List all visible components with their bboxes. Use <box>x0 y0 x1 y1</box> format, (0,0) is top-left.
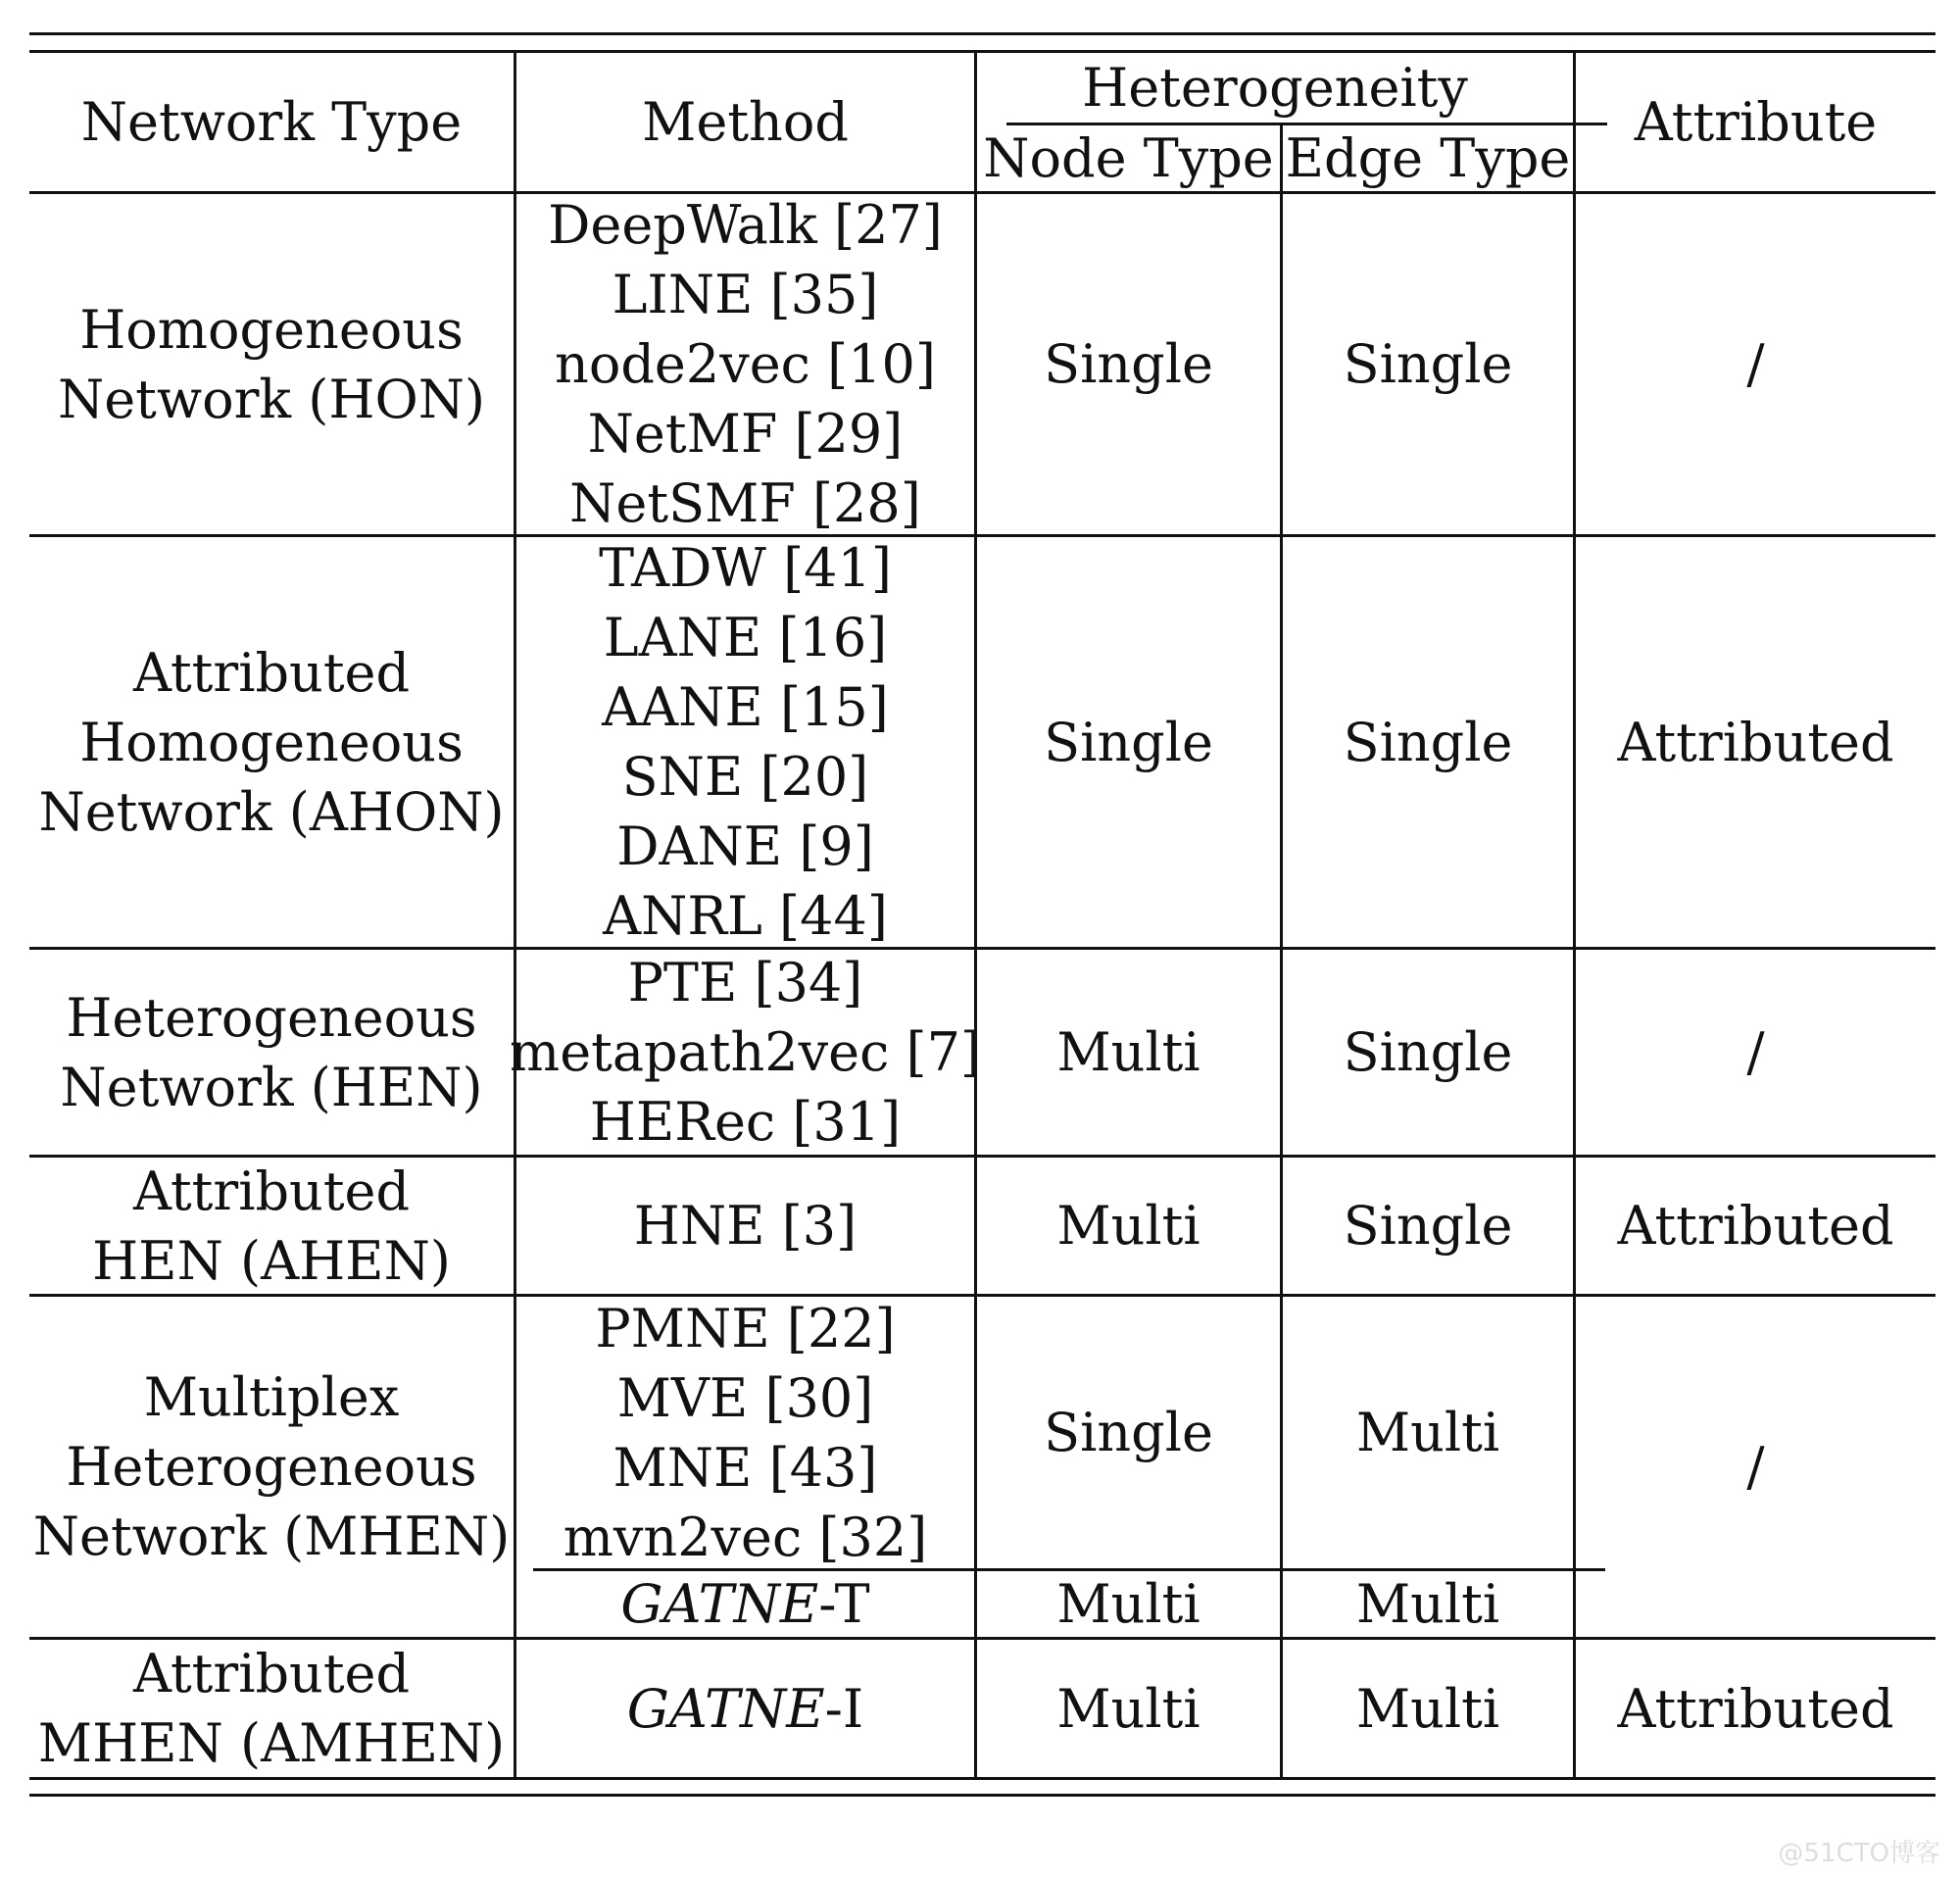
node-type-cell: Single <box>1044 711 1213 773</box>
network-type-cell: Attributed MHEN (AMHEN) <box>37 1643 506 1774</box>
header-method: Method <box>642 91 849 153</box>
network-type-cell: Heterogeneous Network (HEN) <box>60 986 483 1118</box>
method-name: LINE [35] <box>612 264 879 325</box>
edge-type-cell: Multi <box>1355 1573 1500 1635</box>
method-cell <box>516 1297 974 1568</box>
comparison-table <box>29 32 1936 1851</box>
method-name: HNE [3] <box>633 1195 858 1257</box>
method-name: MVE [30] <box>616 1366 874 1429</box>
method-name: SNE [20] <box>621 746 869 808</box>
node-type-cell: Multi <box>1056 1677 1200 1740</box>
method-name: mvn2vec [32] <box>563 1506 928 1568</box>
method-cell <box>516 1640 974 1777</box>
node-type-cell: Multi <box>1056 1573 1200 1635</box>
header-network-type: Network Type <box>80 91 463 153</box>
header-node-type: Node Type <box>983 127 1274 189</box>
edge-type-cell: Multi <box>1355 1402 1500 1463</box>
method-name: DANE [9] <box>616 815 874 877</box>
edge-type-cell: Single <box>1343 1195 1513 1257</box>
network-type-cell: Attributed HEN (AHEN) <box>92 1160 451 1292</box>
method-name: LANE [16] <box>603 607 888 668</box>
method-name: HERec [31] <box>589 1091 902 1153</box>
method-cell-gatne-t <box>516 1571 974 1637</box>
attribute-cell: / <box>1746 333 1765 395</box>
node-type-cell: Single <box>1044 1402 1213 1463</box>
method-name: AANE [15] <box>602 676 889 738</box>
method-name: MNE [43] <box>612 1436 878 1499</box>
method-name: PTE [34] <box>627 952 863 1013</box>
network-type-cell: Multiplex Heterogeneous Network (MHEN) <box>32 1366 511 1567</box>
bottom-rule-inner <box>29 1794 1936 1797</box>
header-edge-type: Edge Type <box>1285 127 1571 189</box>
edge-type-cell: Multi <box>1355 1677 1500 1740</box>
attribute-cell: Attributed <box>1617 1195 1894 1257</box>
header-heterogeneity: Heterogeneity <box>1082 57 1468 119</box>
method-name: metapath2vec [7] <box>509 1021 982 1083</box>
attribute-cell: / <box>1746 1436 1765 1498</box>
method-cell <box>509 950 982 1155</box>
attribute-cell: Attributed <box>1617 1677 1894 1740</box>
method-name: GATNE-I <box>626 1677 864 1740</box>
attribute-cell: Attributed <box>1617 711 1894 773</box>
top-rule <box>29 32 1936 35</box>
method-name: NetMF [29] <box>587 403 904 465</box>
edge-type-cell: Single <box>1343 711 1513 773</box>
node-type-cell: Multi <box>1056 1195 1200 1257</box>
method-cell <box>516 1158 974 1294</box>
method-name: ANRL [44] <box>603 885 888 947</box>
node-type-cell: Single <box>1044 333 1213 395</box>
method-cell <box>516 194 974 534</box>
method-name: GATNE-T <box>620 1573 870 1635</box>
method-name: DeepWalk [27] <box>548 194 943 256</box>
method-name: node2vec [10] <box>555 333 936 395</box>
attribute-cell: / <box>1746 1021 1765 1083</box>
header-attribute: Attribute <box>1634 91 1878 153</box>
node-type-cell: Multi <box>1056 1021 1200 1083</box>
edge-type-cell: Single <box>1343 1021 1513 1083</box>
method-name: TADW [41] <box>599 537 892 599</box>
method-name: PMNE [22] <box>595 1297 896 1359</box>
method-cell <box>516 537 974 947</box>
network-type-cell: Attributed Homogeneous Network (AHON) <box>38 641 505 843</box>
watermark: @51CTO博客 <box>1778 1839 1940 1868</box>
edge-type-cell: Single <box>1343 333 1513 395</box>
method-name: NetSMF [28] <box>569 472 921 534</box>
network-type-cell: Homogeneous Network (HON) <box>57 298 486 430</box>
